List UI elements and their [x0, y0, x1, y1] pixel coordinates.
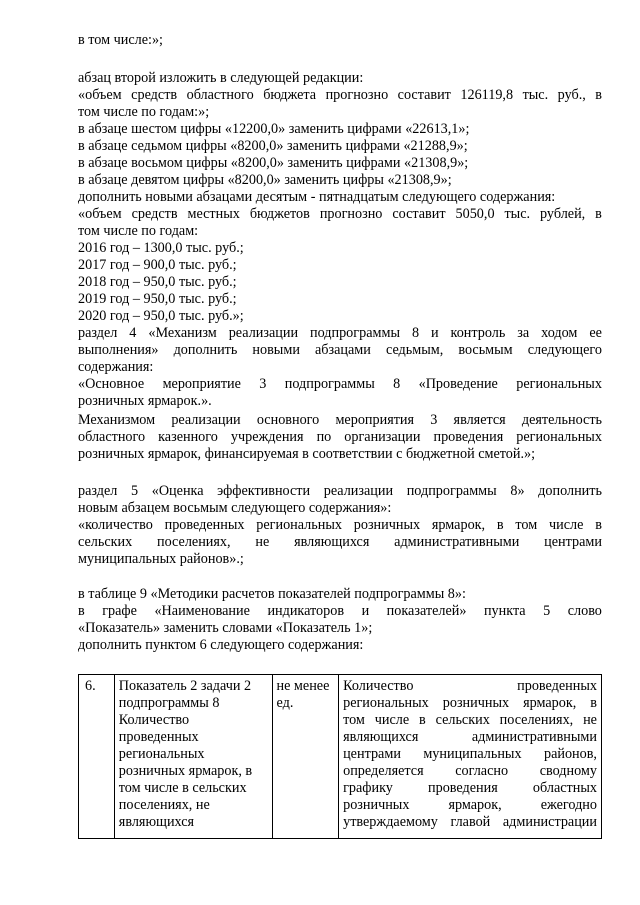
text-line: 2020 год – 950,0 тыс. руб.»; [78, 308, 244, 324]
text-word: тыс. [522, 87, 549, 103]
text-line [78, 412, 602, 429]
text-word: следующего [527, 342, 602, 358]
text-line: новым абзацем восьмым следующего содержания»: [78, 500, 392, 516]
text-line: розничных ярмарок, финансируемая в соответствии с бюджетной сметой.»; [78, 446, 536, 462]
text-line: абзац второй изложить в следующей редакции: [78, 70, 364, 86]
text-word: 4 [129, 325, 137, 341]
text-word: ее [589, 325, 602, 341]
text-word: тыс. [504, 206, 531, 222]
text-word: подпрограммы [406, 483, 497, 499]
cell-line: не менее [276, 678, 330, 694]
row-number: 6. [85, 678, 96, 694]
text-line: 2016 год – 1300,0 тыс. руб.; [78, 240, 244, 256]
text-word: сельских [78, 534, 133, 550]
cell-word: розничных [343, 797, 410, 813]
text-word: 5 [130, 483, 139, 499]
text-line: дополнить пунктом 6 следующего содержания: [78, 637, 364, 653]
cell-line [343, 763, 597, 780]
text-word: учреждения [230, 429, 304, 445]
cell-word: определяется [343, 763, 424, 779]
text-line: в абзаце седьмом цифры «8200,0» заменить цифрами «21288,9»; [78, 138, 468, 154]
cell-word: не [583, 712, 597, 728]
text-word: рублей, [540, 206, 586, 222]
text-word: седьмым, [385, 342, 444, 358]
cell-word: проведенных [517, 678, 597, 694]
text-line: в абзаце девятом цифры «8200,0» заменить цифры «21308,9»; [78, 172, 452, 188]
text-word: региональных [516, 376, 602, 392]
text-word: «Основное [78, 376, 145, 392]
text-word: выполнения» [78, 342, 159, 358]
text-word: ходом [541, 325, 578, 341]
text-word: абзацами [315, 342, 371, 358]
text-line: 2018 год – 950,0 тыс. руб.; [78, 274, 237, 290]
text-word: «Оценка [151, 483, 204, 499]
cell-word: муниципальных [423, 746, 522, 762]
cell-line [343, 797, 597, 814]
text-word: 3 [259, 376, 267, 392]
text-word: дополнить [173, 342, 238, 358]
text-word: подпрограммы [284, 376, 375, 392]
text-line: дополнить новыми абзацами десятым - пятнадцатым следующего содержания: [78, 189, 556, 205]
text-word: индикаторов [267, 603, 345, 619]
text-word: областного [186, 87, 254, 103]
text-word: являющихся [294, 534, 370, 550]
cell-line: Количество [118, 712, 190, 728]
text-word: 3 [430, 412, 438, 428]
cell-line: поселениях, не [118, 797, 210, 813]
text-word: составит [392, 206, 446, 222]
indicator-table [78, 674, 602, 839]
cell-line [343, 780, 597, 797]
text-line [78, 429, 602, 446]
text-word: слово [567, 603, 602, 619]
text-word: «Механизм [148, 325, 217, 341]
cell-word: региональных [343, 695, 429, 711]
text-word: административными [394, 534, 520, 550]
cell-word: сводному [539, 763, 597, 779]
cell-word: ежегодно [540, 797, 597, 813]
row-number-cell [79, 675, 115, 839]
text-word: проведения [433, 429, 504, 445]
text-word: региональных [256, 517, 342, 533]
text-line [78, 325, 602, 342]
text-word: в [78, 603, 85, 619]
text-word: «объем [78, 206, 122, 222]
text-word: мероприятия [335, 412, 415, 428]
cell-line: региональных [118, 746, 205, 762]
text-word: реализации [171, 412, 241, 428]
text-word: эффективности [217, 483, 311, 499]
text-word: реализации [228, 325, 299, 341]
cell-line: проведенных [118, 729, 199, 745]
cell-line: Показатель 2 задачи 2 [118, 678, 252, 694]
text-word: новыми [252, 342, 300, 358]
cell-line [343, 814, 597, 831]
text-line [78, 206, 602, 223]
cell-word: согласно [455, 763, 509, 779]
text-word: дополнить [538, 483, 602, 499]
text-word: показателей» [386, 603, 467, 619]
text-line [78, 517, 602, 534]
text-word: за [517, 325, 530, 341]
text-line [78, 603, 602, 620]
text-line [78, 342, 602, 359]
text-word: 8 [411, 325, 420, 341]
cell-word: в [590, 695, 597, 711]
table-row [79, 675, 602, 839]
text-line: в таблице 9 «Методики расчетов показателей подпрограммы 8»: [78, 586, 466, 602]
cell-line [343, 712, 597, 729]
text-word: реализации [323, 483, 394, 499]
cell-word: графику [343, 780, 393, 796]
cell-word: в [419, 712, 426, 728]
text-word: графе [102, 603, 137, 619]
cell-word: ярмарок, [523, 695, 577, 711]
cell-line: розничных ярмарок, в [118, 763, 253, 779]
text-line: содержания: [78, 359, 154, 375]
text-line: розничных ярмарок.». [78, 393, 212, 409]
text-word: не [255, 534, 270, 550]
cell-word: областных [532, 780, 597, 796]
cell-word: поселениях, [499, 712, 574, 728]
cell-word: центрами [343, 746, 401, 762]
text-word: является [453, 412, 506, 428]
cell-word: административными [471, 729, 597, 745]
text-word: проведенных [164, 517, 245, 533]
text-line: «Показатель» заменить словами «Показатель 1»; [78, 620, 373, 636]
text-line: том числе по годам: [78, 223, 199, 239]
text-word: в [595, 517, 602, 533]
text-word: областного [78, 429, 146, 445]
cell-line: ед. [276, 695, 294, 711]
text-line: муниципальных районов».; [78, 551, 244, 567]
text-word: средств [131, 87, 178, 103]
text-word: составит [397, 87, 451, 103]
text-line: 2019 год – 950,0 тыс. руб.; [78, 291, 237, 307]
text-line [78, 483, 602, 500]
text-word: в [595, 87, 602, 103]
text-word: числе [549, 517, 584, 533]
cell-word: Количество [343, 678, 414, 694]
text-word: мероприятие [162, 376, 241, 392]
text-word: восьмым [458, 342, 513, 358]
cell-line [343, 695, 597, 712]
text-word: организации [344, 429, 421, 445]
text-word: средств [131, 206, 178, 222]
text-word: «Наименование [154, 603, 250, 619]
cell-word: главой [450, 814, 491, 830]
text-word: поселениях, [157, 534, 231, 550]
method-cell [339, 675, 602, 839]
text-line [78, 376, 602, 393]
cell-line: подпрограммы 8 [118, 695, 220, 711]
text-word: «Проведение [418, 376, 498, 392]
text-word: бюджета [263, 87, 317, 103]
text-word: 126119,8 [460, 87, 514, 103]
text-word: основного [256, 412, 320, 428]
text-word: 8 [393, 376, 401, 392]
text-word: в [496, 517, 504, 533]
cell-word: том [343, 712, 365, 728]
cell-word: числе [374, 712, 410, 728]
text-word: ярмарок, [431, 517, 486, 533]
text-word: 5 [543, 603, 551, 619]
text-line: в абзаце шестом цифры «12200,0» заменить цифрами «22613,1»; [78, 121, 470, 137]
cell-word: сельских [435, 712, 490, 728]
text-word: и [430, 325, 439, 341]
cell-word: розничных [442, 695, 510, 711]
text-word: Механизмом [78, 412, 156, 428]
text-word: раздел [78, 483, 118, 499]
text-line [78, 534, 602, 551]
text-word: розничных [353, 517, 421, 533]
cell-line: том числе в сельских [118, 780, 247, 796]
text-word: «количество [78, 517, 153, 533]
text-word: контроль [450, 325, 506, 341]
text-word: местных [187, 206, 240, 222]
cell-word: утверждаемому [343, 814, 438, 830]
cell-word: ярмарок, [448, 797, 502, 813]
text-word: по [316, 429, 332, 445]
text-word: прогнозно [325, 87, 389, 103]
cell-word: администрации [502, 814, 597, 830]
cell-word: проведения [428, 780, 498, 796]
cell-line [343, 678, 597, 695]
text-word: и [361, 603, 370, 619]
cell-line [343, 729, 597, 746]
text-line [78, 87, 602, 104]
text-line: 2017 год – 900,0 тыс. руб.; [78, 257, 237, 273]
cell-line [343, 746, 597, 763]
text-word: раздел [78, 325, 118, 341]
text-word: центрами [544, 534, 602, 550]
text-word: в [595, 206, 602, 222]
text-word: подпрограммы [310, 325, 400, 341]
text-word: казенного [158, 429, 218, 445]
text-word: пункта [483, 603, 526, 619]
text-word: 5050,0 [455, 206, 495, 222]
cell-word: районов, [543, 746, 597, 762]
text-word: руб., [557, 87, 586, 103]
text-word: 8» [510, 483, 525, 499]
text-word: «объем [78, 87, 122, 103]
text-word: том [515, 517, 538, 533]
text-word: деятельность [521, 412, 602, 428]
text-line: в том числе:»; [78, 32, 163, 48]
text-word: прогнозно [319, 206, 383, 222]
text-word: бюджетов [249, 206, 310, 222]
text-word: региональных [516, 429, 602, 445]
unit-cell [272, 675, 339, 839]
indicator-name-cell [114, 675, 272, 839]
text-line: том числе по годам:»; [78, 104, 210, 120]
cell-word: являющихся [343, 729, 419, 745]
text-line: в абзаце восьмом цифры «8200,0» заменить цифрами «21308,9»; [78, 155, 469, 171]
cell-line: являющихся [118, 814, 195, 830]
